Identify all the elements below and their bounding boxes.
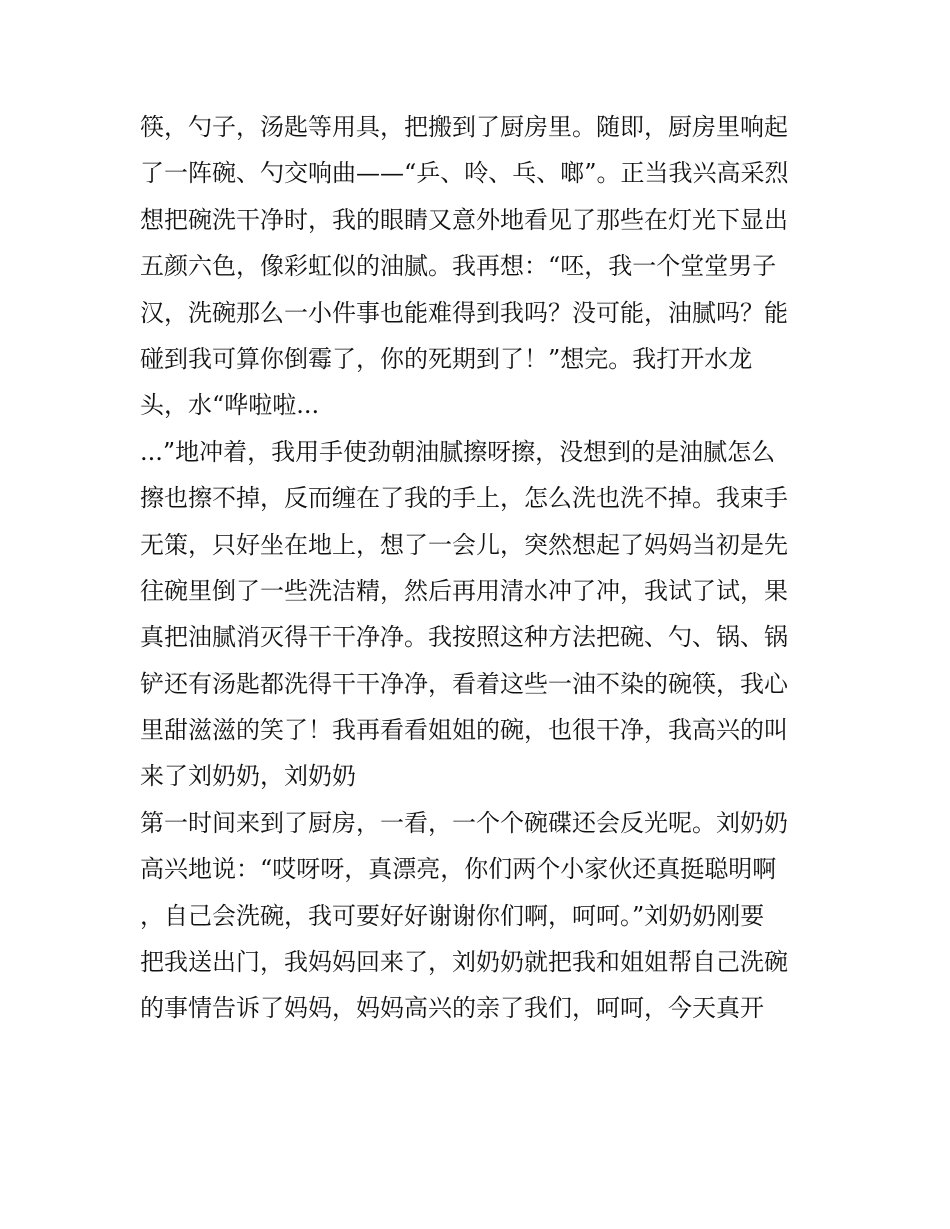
- text-line: 筷，勺子，汤匙等用具，把搬到了厨房里。随即，厨房里响起: [140, 113, 788, 141]
- text-line: 把我送出门，我妈妈回来了，刘奶奶就把我和姐姐帮自己洗碗: [140, 948, 788, 977]
- text-line: 里甜滋滋的笑了！我再看看姐姐的碗，也很干净，我高兴的叫: [140, 716, 788, 745]
- text-line: 想把碗洗干净时，我的眼睛又意外地看见了那些在灯光下显出: [140, 205, 788, 234]
- text-line: 了一阵碗、勺交响曲——“乒、呤、乓、啷”。正当我兴高采烈: [140, 159, 789, 188]
- text-line: ...”地冲着，我用手使劲朝油腻擦呀擦，没想到的是油腻怎么: [140, 437, 776, 466]
- text-line: 真把油腻消灭得干干净净。我按照这种方法把碗、勺、锅、锅: [140, 623, 788, 652]
- text-line: 头，水“哗啦啦...: [140, 391, 320, 420]
- text-line: ，自己会洗碗，我可要好好谢谢你们啊，呵呵。”刘奶奶刚要: [140, 901, 765, 930]
- text-line: 往碗里倒了一些洗洁精，然后再用清水冲了冲，我试了试，果: [140, 576, 788, 605]
- text-line: 第一时间来到了厨房，一看，一个个碗碟还会反光呢。刘奶奶: [140, 808, 788, 837]
- text-line: 铲还有汤匙都洗得干干净净，看着这些一油不染的碗筷，我心: [140, 669, 788, 698]
- text-line: 高兴地说：“哎呀呀，真漂亮，你们两个小家伙还真挺聪明啊: [140, 855, 777, 884]
- text-line: 来了刘奶奶，刘奶奶: [140, 762, 356, 791]
- text-line: 无策，只好坐在地上，想了一会儿，突然想起了妈妈当初是先: [140, 530, 788, 559]
- text-line: 擦也擦不掉，反而缠在了我的手上，怎么洗也洗不掉。我束手: [140, 484, 788, 513]
- text-line: 五颜六色，像彩虹似的油腻。我再想：“呸，我一个堂堂男子: [140, 252, 777, 281]
- body-text: [140, 104, 830, 1032]
- text-line: 碰到我可算你倒霉了，你的死期到了！”想完。我打开水龙: [140, 344, 753, 373]
- text-line: 的事情告诉了妈妈，妈妈高兴的亲了我们，呵呵，今天真开: [140, 994, 764, 1023]
- text-line: 汉，洗碗那么一小件事也能难得到我吗？没可能，油腻吗？能: [140, 298, 788, 327]
